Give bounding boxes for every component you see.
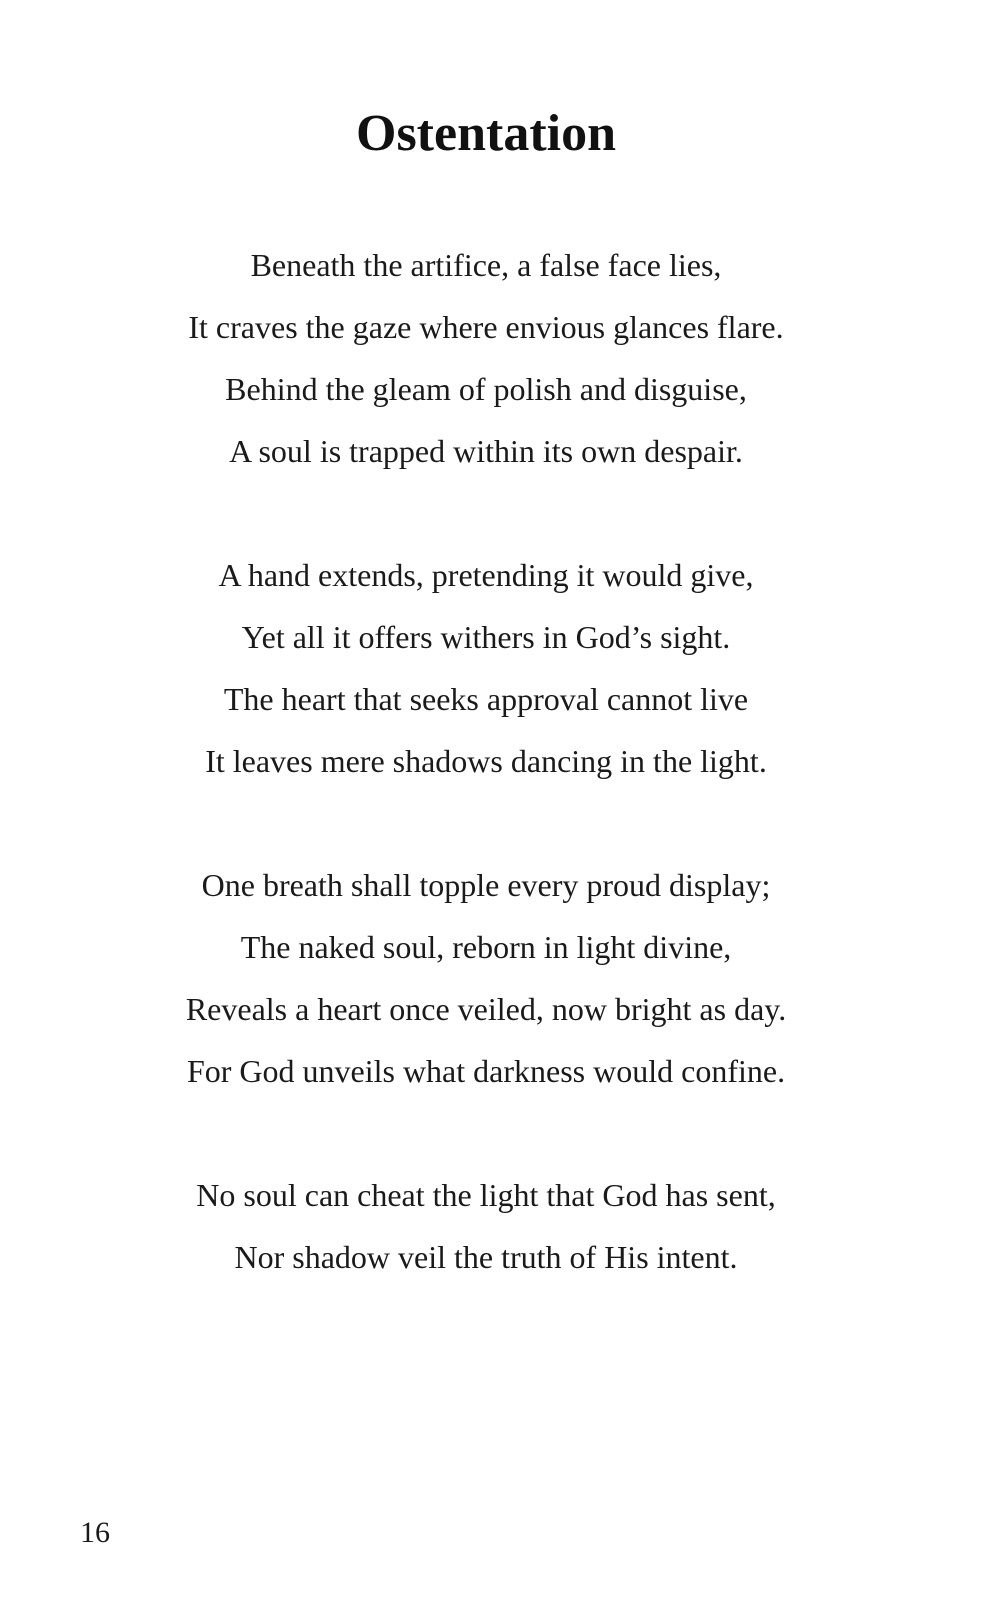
- poem-line: Reveals a heart once veiled, now bright as day.: [185, 991, 787, 1027]
- poem-line: One breath shall topple every proud display;: [201, 867, 771, 903]
- stanza-2: [0, 544, 972, 792]
- poem-line: The naked soul, reborn in light divine,: [240, 929, 732, 965]
- poem-line: It leaves mere shadows dancing in the light.: [205, 743, 767, 779]
- poem-line: Nor shadow veil the truth of His intent.: [234, 1239, 738, 1275]
- page-number: 16: [80, 1516, 110, 1549]
- stanza-3: [0, 854, 972, 1102]
- poem-title: Ostentation: [356, 105, 616, 162]
- poem-body: [0, 234, 972, 1350]
- stanza-1: [0, 234, 972, 482]
- poem-line: The heart that seeks approval cannot live: [223, 681, 749, 717]
- poem-line: It craves the gaze where envious glances flare.: [188, 309, 784, 345]
- poem-line: For God unveils what darkness would confine.: [186, 1053, 786, 1089]
- poem-line: No soul can cheat the light that God has sent,: [196, 1177, 776, 1213]
- poem-line: Beneath the artifice, a false face lies,: [250, 247, 722, 283]
- poem-line: Yet all it offers withers in God’s sight.: [241, 619, 731, 655]
- poem-line: A hand extends, pretending it would give,: [218, 557, 754, 593]
- poem-line: Behind the gleam of polish and disguise,: [225, 371, 747, 407]
- poem-line: A soul is trapped within its own despair.: [229, 433, 743, 469]
- stanza-4: [0, 1164, 972, 1288]
